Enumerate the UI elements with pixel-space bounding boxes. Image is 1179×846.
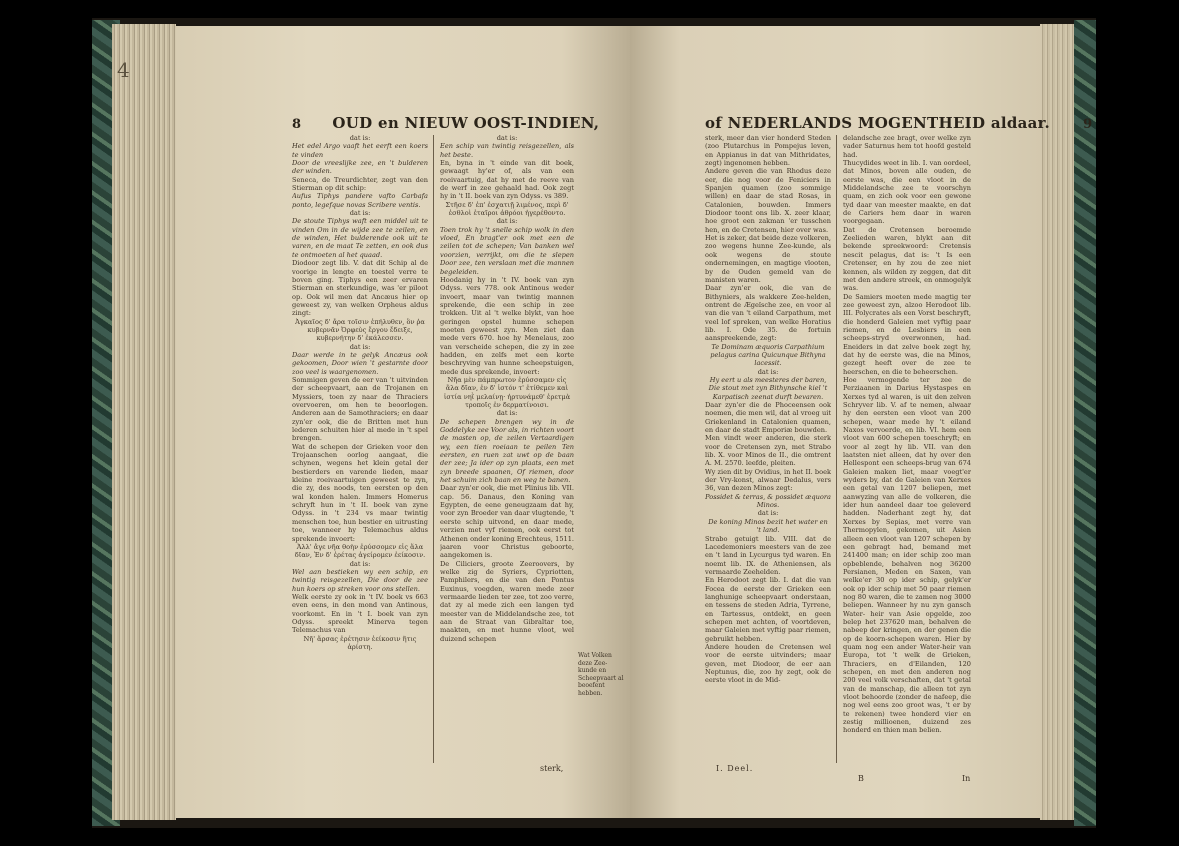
text-paragraph: dat is: (496, 409, 518, 418)
text-paragraph: Daar zyn'er die de Phoceensen ook noemen, die men wil, dat al vroeg uit Griekenland in Catalonien quamen, en daar de stadt Emporiæ bouwden. (705, 401, 831, 435)
text-paragraph: Ἀλλ' ἄγε νῆα θοὴν ἐρύσσομεν εἰς ἅλα δῖαν, Ἐν δ' ἐρέτας ἀγείρομεν ἐείκοσιν. (294, 542, 426, 560)
signature-volume: I. Deel. (716, 764, 754, 773)
text-paragraph: De Samiers moeten mede magtig ter zee geweest zyn, alzoo Herodoot lib. III. Polycrates als een Vorst beschryft, die honderd Galeien met vyftig paar riemen, en de Lesbiers in een scheeps-stryd overwonnen, had. Eneiders in dat zelve boek zegt hy, dat hy de eerste was, die na Minos, gezegt heeft over de zee te heerschen, en die te beheerschen. (843, 292, 971, 376)
text-paragraph: En Herodoot zegt lib. I. dat die van Focea de eerste der Grieken een langhunige scheepvaart onderstaan, en tessens de steden Adria, Tyrrene, en Tartessus, ontdekt, en geen schepen met achten, of voortdeven, maar Galeien met vyftig paar riemen, gebruikt hebben. (705, 576, 831, 643)
text-paragraph: Νῆ' ἄρσας ἐρέτησιν ἐείκοσιν ἥτις ἀρίστη. (303, 634, 417, 651)
text-paragraph: De koning Minos bezit het water en 't land. (708, 517, 828, 535)
signature-mark: B (858, 774, 864, 783)
text-paragraph: Een schip van twintig reisgezellen, als het beste. (440, 142, 574, 159)
right-column-rule (836, 135, 837, 763)
text-paragraph: Men vindt weer anderen, die sterk voor de Cretensen zyn, met Strabo lib. X. voor Minos de II., die omtrent A. M. 2570. leefde, pleiten. (705, 434, 831, 468)
text-paragraph: Ἀγκαῖος δ' ἄρα τοῖσιν ἐπήλυθεν, ὃν ῥα κυβερνᾶν Ὀρφεὺς ἔργου ἔδειξε, κυβερνήτην δ' ἐκάλεσσεν. (295, 317, 425, 343)
text-paragraph: Daar zyn'er ook, die met Plinius lib. VII. cap. 56. Danaus, den Koning van Egypten, de eene geneugzaam dat hy, voor zyn Broeder van daar vlugtende, 't eerste schip uitvond, en daar mede, verzien met vyf riemen, ook eerst tot Athenen onder koning Erechteus, 1511. jaaren voor Christus geboorte, aangekomen is. (440, 484, 574, 560)
page-tab-number: 4 (117, 58, 130, 82)
left-header-title: OUD en NIEUW OOST-INDIEN, (332, 114, 600, 132)
text-paragraph: dat is: (496, 134, 518, 142)
right-running-header (705, 114, 1092, 132)
text-paragraph: Aufus Tiphys pandere vafto Carbafa ponto, legefque novas Scribere ventis. (292, 192, 428, 209)
text-paragraph: dat is: (496, 217, 518, 226)
left-running-header (292, 114, 599, 132)
text-paragraph: Te Dominam æquoris Carpathium pelagus carina Quicunque Bithyna lacessit. (710, 342, 826, 368)
text-paragraph: De schepen brengen wy in de Goddelyke zee Voor als, in richten voort de masten op, de zeilen Vertaardigen wy, een tien roeiaan te peilen Ten eersten, en ruen zat uwt op de baan der zee; Ja ider op zyn plaats, een met zyn breede spaanen, Of riemen, door het schuim zich baan en weg te banen. (440, 417, 574, 485)
left-page-edges (112, 24, 176, 820)
right-page-column-1 (705, 134, 831, 762)
text-paragraph: Door de vreeslijke zee, en 't bulderen der winden. (292, 159, 428, 176)
left-catchword: sterk, (540, 764, 564, 773)
text-paragraph: dat is: (349, 559, 371, 568)
text-paragraph: Hoe vermogende ter zee de Perziaanen in Darius Hystaspes en Xerxes tyd al waren, is uit den zelven Schryver lib. V. af te nemen, alwaar hy den eersten een vloot van 200 schepen, waar mede hy 't eiland Naxos vervoerde, en lib. VI. hem een vloot van 600 schepen toeschryft; en voor al zegt hy lib. VII. van den laatsten niet alleen, dat hy over den Hellespont een scheeps-brug van 674 Galeien maken liet, maar voegt'er wyders by, dat de Galeien van Xerxes een getal van 1207 beliepen, met aanwyzing van alle de volkeren, die ider hun aandeel daar toe geleverd hadden. Naderhant zegt hy, dat Xerxes by Sepias, met verre van Thermopylen, gekomen, uit Asien alleen een vloot van 1207 schepen by een gebragt had, bemand met 241400 man; en ider schip zoo man opbeblende, behalven nog 36200 Persianen, Meden en Saxen, van welke'er 30 op ider schip, gelyk'er ook op ider schip met 50 paar riemen nog 80 waren, die te zamen nog 3000 beliepen. Wanneer hy nu zyn gansch Water- heir van Asie opgelde, zoo belep het 237620 man, behalven de nabeep der kringen, en der genen die op de koorn-schepen waren. Hier by quam nog een ander Water-heir van Europa, tot 't welk de Grieken, Thraciers, en d'Eilanden, 120 schepen, en met den anderen nog 200 veel volk verschaften, dat 't getal van de manschap, die alleen tot zyn vloot behoorde (zonder de nafeep, die nog wel eens zoo groot was, 't er by te rekenen) twee honderd vier en zestig millioenen, duizend zes honderd en thien man belien. (843, 375, 971, 735)
right-catchword: In (962, 774, 971, 783)
text-paragraph: Hoodanig hy in 't IV. boek van zyn Odyss. vers 778. ook Antinous weder invoert, maar van twintig mannen sprekende, die een schip in zee trokken. Uit al 't welke blykt, van hoe geringen opstel humne schepen moeten geweest zyn. Men ziet dan mede vers 670. hoe hy Menelaus, zoo van verscheide schepen, die zy in zee hadden, en zelfs met een korte beschryving van hunne scheepstuigen, mede dus sprekende, invoert: (440, 275, 574, 376)
text-paragraph: Het is zeker, dat beide deze volkeren, zoo wegens hunne Zee-kunde, als ook wegens de stoute ondernemingen, en magtige vlooten, by de Ouden gemeld van de manisten waren. (705, 234, 831, 284)
text-paragraph: En, byna in 't einde van dit boek, gewaagt hy'er of, als van een roeivaartuig, dat hy met de reeve van de werf in zee gehaald had. Ook zegt hy in 't II. boek van zyn Odyss. vs 389. (440, 159, 574, 201)
text-paragraph: Daar werde in te gelyk Ancæus ook gekoomen, Door wien 't gestarnte door zoo veel is waargenomen. (292, 350, 428, 376)
text-paragraph: Diodoor zegt lib. V. dat dit Schip al de voorige in lengte en toestel verre te boven ging. Tiphys een zeer ervaren Stierman en sterkundige, was 'er piloot op. Ook wil men dat Ancæus hier op geweest zy, van welken Orpheus aldus zingt: (292, 259, 428, 318)
text-paragraph: dat is: (349, 209, 371, 218)
text-paragraph: Wat de schepen der Grieken voor den Trojaanschen oorlog aangaat, die schynen, wegens het klein getal der bestierders en varende lieden, maar kleine roeivaartuigen geweest te zyn, die zy, des noods, ten eersten op den wal konden halen. Immers Homerus schryft hun in 't II. boek van zyne Odyss. in 't 234 vs maar twintig menschen toe, hun bestier en uitrusting toe, wanneer hy Telemachus aldus sprekende invoert: (292, 442, 428, 543)
right-page-number: 9 (1083, 117, 1093, 132)
text-paragraph: De stoute Tiphys waft een middel uit te vinden Om in de wijde zee te zeilen, en de winden, Het bulderende ook uit te varen, en de maat Te zetten, en ook dus te ontmoeten al het quaad. (292, 217, 428, 259)
text-paragraph: Wy zien dit by Ovidius, in het II. boek der Vry-konst, alwaar Dedalus, vers 36, van dezen Minos zegt: (705, 467, 831, 493)
text-paragraph: Welk eerste zy ook in 't IV. boek vs 663 even eens, in den mond van Antinous, voorkomt. En in 't I. boek van zyn Odyss. spreekt Minerva tegen Telemachus van (292, 592, 428, 635)
text-paragraph: Στῆσε δ' ἐπ' ἐσχατιῇ λιμένος, περὶ δ' ἐσθλοὶ ἑταῖροι ἁθρόοι ἠγερέθοντο. (445, 200, 569, 218)
text-paragraph: dat is: (757, 509, 779, 518)
text-paragraph: Strabo getuigt lib. VIII. dat de Lacedemoniers meesters van de zee en 't land in Lycurgus tyd waren. En noemt lib. IX. de Atheniensen, als vermaarde Zeehelden. (705, 534, 831, 576)
text-paragraph: Daar zyn'er ook, die van de Bithyniers, als wakkere Zee-helden, ontrent de Ægeïsche zee, en voor al van die van 't eiland Carpathum, met veel lof spreken, van welke Horatius lib. I. Ode 35. de fortuin aanspreekende, zegt: (705, 284, 831, 343)
text-paragraph: dat is: (757, 367, 779, 376)
text-paragraph: dat is: (349, 342, 371, 351)
text-paragraph: Hy eert u als meesteres der baren, Die stout met zyn Bithynsche kiel 't Karpatisch zeenat durft bevaren. (708, 375, 828, 401)
text-paragraph: delandsche zee bragt, over welke zyn vader Saturnus hem tot hoofd gesteld had. (843, 134, 971, 159)
text-paragraph: dat is: (349, 134, 371, 142)
left-column-rule (433, 135, 434, 763)
text-paragraph: De Ciliciers, groote Zeeroovers, by welke zig de Syriers, Cypriotten, Pamphilers, en die van den Pontus Euxinus, voegden, waren mede zeer vermaarde lieden ter zee, tot zoo verre, dat zy al mede zich een langen tyd meester van de Middelandsche zee, tot aan de Straat van Gibraltar toe, maakten, en met hunne vloot, wel duizend schepen (440, 559, 574, 643)
text-paragraph: Thucydides weet in lib. I. van oordeel, dat Minos, boven alle ouden, de eerste was, die een vloot in de Middelandsche zee te voorschyn quam, en zich ook voor een gewone tyd daar van meester maakte, en dat de Cariers hem daar in waren voorgegaan. (843, 159, 971, 226)
text-paragraph: Dat de Cretensen beroemde Zeelieden waren, blykt aan dit bekende spreekwoord: Cretensis nescit pelagus, dat is: 't Is een Cretenser, en hy zou de zee niet kennen, als wilden zy zeggen, dat dit met den andere streek, en onmogelyk was. (843, 225, 971, 293)
text-paragraph: Het edel Argo vaaft het eerft een koers te vinden (292, 142, 428, 159)
text-paragraph: Seneca, de Treurdichter, zegt van den Stierman op dit schip: (292, 175, 428, 193)
text-paragraph: Toen trok hy 't snelle schip wolk in den vloed, En bragt'er ook met een de zeilen tot de schepen; Van banken wel voorzien, verrijkt, om die te slepen Door zee, ten verslaan met die mannen begeleiden. (440, 225, 574, 276)
right-page-column-2 (843, 134, 971, 762)
left-page-number: 8 (292, 117, 302, 132)
text-paragraph: Andere geven die van Rhodus deze eer, die nog voor de Feniciers in Spanjen quamen (zoo sommige willen) en daar de stad Rosas, in Catalonien, bouwden. Immers Diodoor toont ons lib. X. zeer klaar, hoe groot een zakman 'er tusschen hen, en de Cretensen, hier over was. (705, 167, 831, 234)
left-margin-note: Wat Volken deze Zee-kunde en Scheepvaart al beoefent hebben. (578, 652, 624, 697)
text-paragraph: Wel aan bestieken wy een schip, en twintig reisgezellen, Die door de zee hun koers op streken voor ons stellen. (292, 567, 428, 593)
right-header-title: of NEDERLANDS MOGENTHEID aldaar. (705, 114, 1051, 132)
text-paragraph: Νῆα μὲν πάμπρωτον ἐρύσσαμεν εἰς ἅλα δῖαν, ἐν δ' ἱστόν τ' ἐτίθεμεν καὶ ἱστία νηῒ μελαίνῃ· ἠρτυνάμεθ' ἐρετμὰ τροποῖς ἐν δερματίνοισι. (443, 375, 571, 409)
right-page-edges (1040, 24, 1074, 820)
right-cover-marbled (1074, 20, 1096, 826)
text-paragraph: Sommigen geven de eer van 't uitvinden der scheepvaart, aan de Trojanen en Myssiers, toen zy naar de Thraciers overvoeren, om hen te beoorlogen. Anderen aan de Samothraciers; en daar zyn'er ook, die de Britten met hun lederen schuiten hier al mede in 't spel brengen. (292, 375, 428, 443)
text-paragraph: sterk, meer dan vier honderd Steden (zoo Plutarchus in Pompejus leven, en Appianus in dat van Mithridates, zegt) ingenomen hebben. (705, 134, 831, 168)
left-page-column-1 (292, 134, 428, 762)
left-page-column-2 (440, 134, 574, 762)
text-paragraph: Possidet & terras, & possidet æquora Minos. (705, 492, 831, 510)
text-paragraph: Andere houden de Cretensen wel voor de eerste uitvinders; maar geven, met Diodoor, de eer aan Neptunus, die, zoo hy zegt, ook de eerste vloot in de Mid- (705, 642, 831, 685)
